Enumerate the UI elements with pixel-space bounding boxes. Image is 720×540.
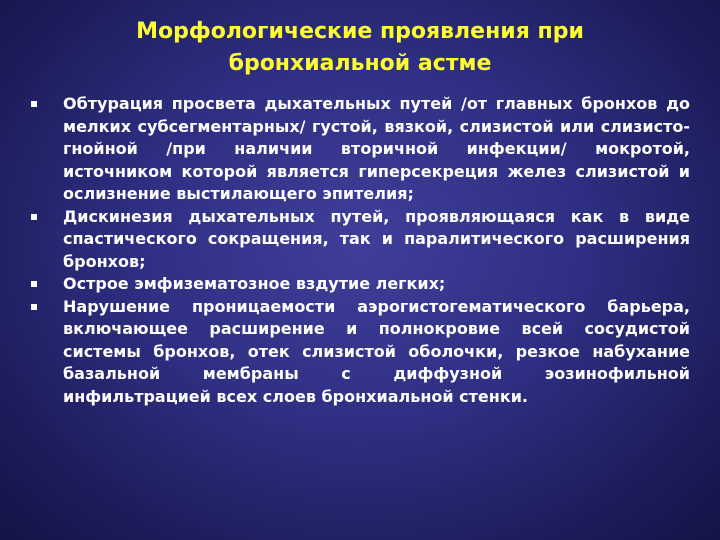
bullet-text-1: Обтурация просвета дыхательных путей /от главных бронхов до мелких субсегментарных/ густой, вязкой, слизистой или слизисто-гнойной /при наличии вторичной инфекции/ мокротой, источником которой является гиперсекреция желез слизистой и ослизнение выстилающего эпителия; [63,94,690,203]
slide-title-line-2: бронхиальной астме [228,51,492,76]
bullet-list [30,93,690,408]
slide-title [60,16,660,80]
slide-title-line-1: Морфологические проявления при [136,19,584,44]
bullet-item-1 [30,93,690,206]
square-bullet-icon [31,281,37,287]
square-bullet-icon [31,214,37,220]
bullet-text-4: Нарушение проницаемости аэрогистогематического барьера, включающее расширение и полнокровие всей сосудистой системы бронхов, отек слизистой оболочки, резкое набухание базальной мембраны с диффузной эозинофильной инфильтрацией всех слоев бронхиальной стенки. [63,296,690,406]
square-bullet-icon [31,304,37,310]
square-bullet-icon [31,101,37,107]
bullet-text-3: Острое эмфизематозное вздутие легких; [63,274,446,293]
bullet-item-4 [30,296,690,409]
bullet-item-3 [30,273,690,296]
bullet-text-2: Дискинезия дыхательных путей, проявляющаяся как в виде спастического сокращения, так и паралитического расширения бронхов; [63,206,690,271]
bullet-item-2 [30,206,690,274]
